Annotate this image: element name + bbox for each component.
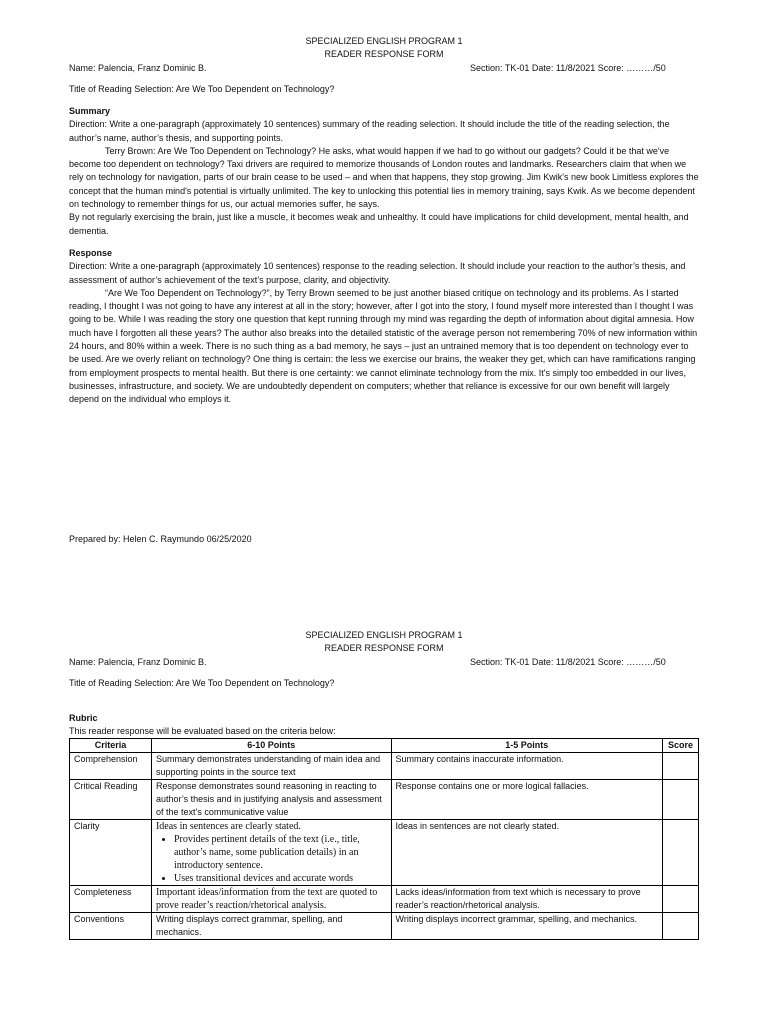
header-score: Score xyxy=(663,739,699,753)
low-points-cell: Ideas in sentences are not clearly stated. xyxy=(391,820,662,886)
section-date-score: Section: TK-01 Date: 11/8/2021 Score: ………/50 xyxy=(470,63,666,73)
program-title-2: SPECIALIZED ENGLISH PROGRAM 1 xyxy=(305,630,463,640)
student-name-2: Name: Palencia, Franz Dominic B. xyxy=(69,657,207,667)
reading-title-2: Title of Reading Selection: Are We Too Dependent on Technology? xyxy=(69,678,335,688)
summary-section xyxy=(69,105,699,238)
section-date-score-2: Section: TK-01 Date: 11/8/2021 Score: ………/50 xyxy=(470,657,666,667)
summary-paragraph: Terry Brown: Are We Too Dependent on Technology? He asks, what would happen if we had to go without our gadgets? Could it be that we've become too dependent on technology? Taxi drivers are required to memorize thousands of London routes and landmarks. Researchers claim that when we rely on technology for navigation, parts of our brain cease to be used – and when that happens, they stop growing. Jim Kwik's new book Limitless explores the concept that the human mind's potential is virtually unlimited. The key to unlocking this potential lies in memory training, says Kwik. As we become dependent on technology to remember things for us, our actual memories suffer, he says. xyxy=(69,145,699,210)
table-row xyxy=(70,753,699,780)
summary-paragraph-2: By not regularly exercising the brain, just like a muscle, it becomes weak and unhealthy. It could have implications for child development, mental health, and dementia. xyxy=(69,212,689,236)
program-title: SPECIALIZED ENGLISH PROGRAM 1 xyxy=(305,36,463,46)
table-row xyxy=(70,780,699,820)
high-points-cell: Response demonstrates sound reasoning in reacting to author’s thesis and in justifying analysis and assessment of the text’s communicative value xyxy=(151,780,391,820)
table-row xyxy=(70,820,699,886)
low-points-cell: Summary contains inaccurate information. xyxy=(391,753,662,780)
header-high-points: 6-10 Points xyxy=(151,739,391,753)
response-section xyxy=(69,247,699,407)
rubric-table xyxy=(69,738,699,940)
header-low-points: 1-5 Points xyxy=(391,739,662,753)
clarity-main-text: Ideas in sentences are clearly stated. xyxy=(155,821,301,832)
low-points-cell: Lacks ideas/information from text which is necessary to prove reader’s reaction/rhetorical analysis. xyxy=(391,886,662,913)
low-points-cell: Response contains one or more logical fallacies. xyxy=(391,780,662,820)
clarity-bullet-2: • Uses transitional devices and accurate words xyxy=(174,872,387,885)
criteria-cell: Clarity xyxy=(70,820,152,886)
response-heading: Response xyxy=(69,248,113,258)
criteria-cell: Critical Reading xyxy=(70,780,152,820)
response-direction: Direction: Write a one-paragraph (approximately 10 sentences) response to the reading selection. It should include your reaction to the author’s thesis, and assessment of author’s achievement of the text’s purpose, clarity, and objectivity. xyxy=(69,261,686,285)
score-cell[interactable] xyxy=(663,780,699,820)
summary-heading: Summary xyxy=(69,106,111,116)
reading-title: Title of Reading Selection: Are We Too Dependent on Technology? xyxy=(69,84,335,94)
rubric-heading: Rubric xyxy=(69,713,98,723)
clarity-bullet-1: • Provides pertinent details of the text (i.e., title, author’s name, some publication details) in an introductory sentence. xyxy=(174,833,387,872)
high-points-cell xyxy=(151,820,391,886)
header-criteria: Criteria xyxy=(70,739,152,753)
clarity-bullets xyxy=(156,833,387,885)
criteria-cell: Conventions xyxy=(70,913,152,940)
form-title: READER RESPONSE FORM xyxy=(324,49,444,59)
score-cell[interactable] xyxy=(663,913,699,940)
high-points-cell: Important ideas/information from the text are quoted to prove reader’s reaction/rhetorical analysis. xyxy=(151,886,391,913)
score-cell[interactable] xyxy=(663,753,699,780)
response-paragraph: “Are We Too Dependent on Technology?”, by Terry Brown seemed to be just another biased critique on technology and its problems. As I started reading, I thought I was not going to have any interest at all in the story; however, after I got into the story, I found myself more interested than I thought I was going to be. While I was reading the story one question that kept running through my mind was regarding the depth of information about digital amnesia. How much have I forgotten all these years? The author also breaks into the detailed statistic of the average person not remembering 70% of new information within 24 hours, and 80% within a week. There is no such thing as a bad memory, he says – just an untrained memory that is too dependent on technology ever to be used. Are we overly reliant on technology? One thing is certain: the less we exercise our brains, the weaker they get, which can have ramifications ranging from employment prospects to mental health. But there is one certainty: we cannot eliminate technology from the mix. It's simply too embedded in our lives, businesses, infrastructure, and society. We are undoubtedly dependent on computers; whether that reliance is excessive for our own benefit will largely depend on the individual who employs it. xyxy=(69,287,698,405)
score-cell[interactable] xyxy=(663,886,699,913)
rubric-header-row xyxy=(70,739,699,753)
form-title-2: READER RESPONSE FORM xyxy=(324,643,444,653)
criteria-cell: Completeness xyxy=(70,886,152,913)
rubric-intro: This reader response will be evaluated based on the criteria below: xyxy=(69,726,336,736)
table-row xyxy=(70,886,699,913)
table-row xyxy=(70,913,699,940)
high-points-cell: Writing displays correct grammar, spelling, and mechanics. xyxy=(151,913,391,940)
score-cell[interactable] xyxy=(663,820,699,886)
summary-direction: Direction: Write a one-paragraph (approximately 10 sentences) summary of the reading selection. It should include the title of the reading selection, the author’s name, author’s thesis, and supporting points. xyxy=(69,119,670,143)
criteria-cell: Comprehension xyxy=(70,753,152,780)
student-name: Name: Palencia, Franz Dominic B. xyxy=(69,63,207,73)
prepared-by: Prepared by: Helen C. Raymundo 06/25/2020 xyxy=(69,534,252,544)
high-points-cell: Summary demonstrates understanding of main idea and supporting points in the source text xyxy=(151,753,391,780)
low-points-cell: Writing displays incorrect grammar, spelling, and mechanics. xyxy=(391,913,662,940)
